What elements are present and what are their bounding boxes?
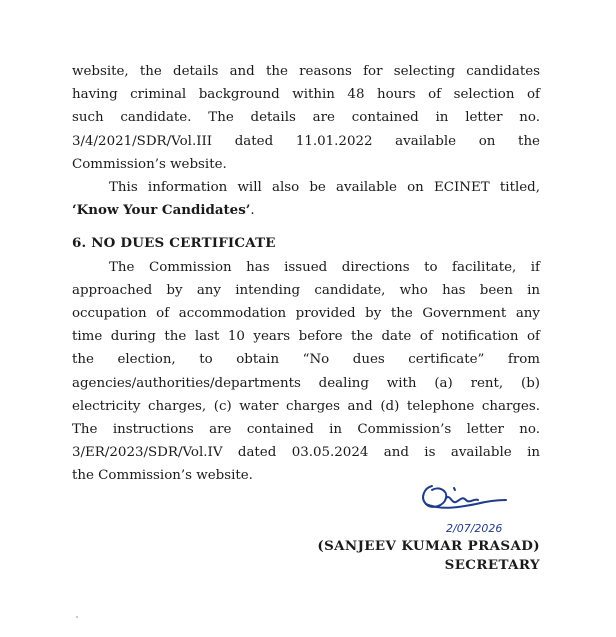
handwritten-signature: [416, 480, 512, 538]
text-line: Commission’s website.: [72, 156, 227, 172]
text-line: occupation of accommodation provided by the Government any: [72, 306, 540, 322]
paragraph-ecinet: [72, 176, 540, 222]
signatory-name: (SANJEEV KUMAR PRASAD): [317, 538, 540, 554]
signature-date: 2/07/2026: [446, 522, 503, 535]
text-line: This information will also be available on ECINET titled,: [109, 180, 540, 196]
text-line: such candidate. The details are contained in letter no.: [72, 110, 540, 126]
text-line: time during the last 10 years before the date of notification of: [72, 329, 540, 345]
paragraph-no-dues: [72, 256, 540, 488]
text-line: [72, 199, 540, 222]
text-line: 3/ER/2023/SDR/Vol.IV dated 03.05.2024 and is available in: [72, 445, 540, 461]
text-line: website, the details and the reasons for selecting candidates: [72, 64, 540, 79]
text-line: the election, to obtain “No dues certificate” from: [72, 352, 540, 368]
section-heading-no-dues: 6. NO DUES CERTIFICATE: [72, 235, 276, 252]
text-line: agencies/authorities/departments dealing with (a) rent, (b): [72, 375, 540, 391]
ecinet-title-suffix: .: [250, 203, 255, 219]
text-line: having criminal background within 48 hours of selection of: [72, 87, 540, 103]
text-line: The Commission has issued directions to facilitate, if: [109, 259, 540, 275]
signature-block: [310, 478, 540, 588]
scan-speck: [76, 616, 78, 618]
paragraph-criminal-background: [72, 60, 540, 176]
text-line: electricity charges, (c) water charges and (d) telephone charges.: [72, 398, 540, 414]
document-body: [72, 60, 540, 488]
text-line: 3/4/2021/SDR/Vol.III dated 11.01.2022 available on the: [72, 133, 540, 149]
text-line: the Commission’s website.: [72, 468, 253, 484]
text-line: approached by any intending candidate, who has been in: [72, 282, 540, 298]
signatory-title: SECRETARY: [444, 557, 540, 573]
text-line: The instructions are contained in Commission’s letter no.: [72, 422, 540, 438]
ecinet-title: ‘Know Your Candidates’: [72, 202, 251, 219]
